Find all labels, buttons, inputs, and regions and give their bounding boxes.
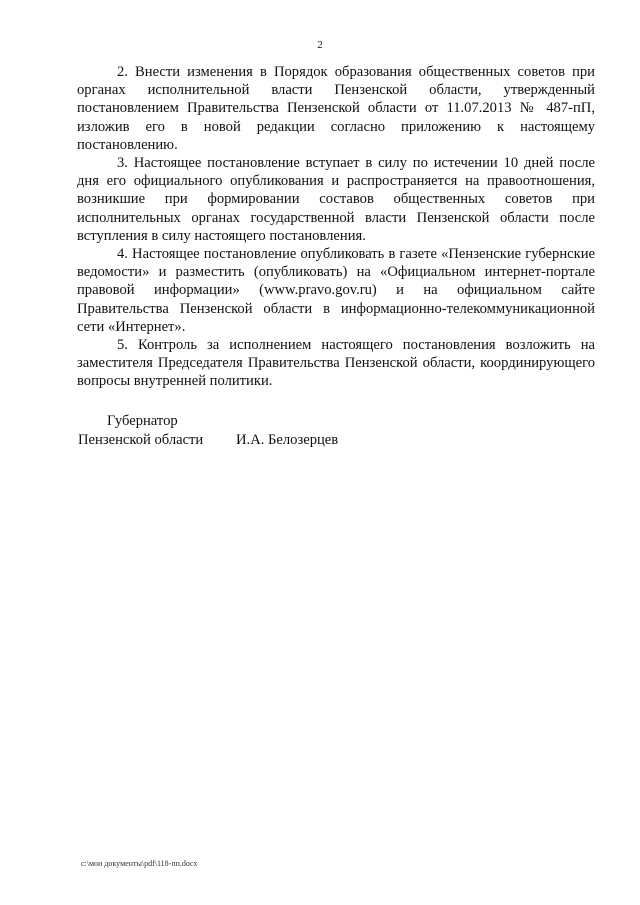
paragraph-3: 3. Настоящее постановление вступает в силу по истечении 10 дней после дня его официального опубликования и распространяется на правоотношения, возникшие при формировании составов общественных советов при исполнительных органах государственной власти Пензенской области после вступления в силу настоящего постановления. (77, 155, 595, 244)
footer-file-path: c:\мои документы\pdf\118-пп.docx (81, 859, 198, 868)
signature-block (78, 412, 478, 449)
paragraph-2: 2. Внести изменения в Порядок образования общественных советов при органах исполнительной власти Пензенской области, утвержденный постановлением Правительства Пензенской области от 11.07.2013 № 487-пП, изложив его в новой редакции согласно приложению к настоящему постановлению. (77, 64, 595, 153)
signatory-row (78, 431, 478, 450)
signatory-region: Пензенской области (78, 431, 204, 448)
document-body (77, 63, 595, 391)
paragraph-5: 5. Контроль за исполнением настоящего постановления возложить на заместителя Председателя Правительства Пензенской области, координирующего вопросы внутренней политики. (77, 337, 595, 390)
signatory-name: И.А. Белозерцев (236, 431, 339, 448)
signatory-title: Губернатор (107, 413, 178, 429)
paragraph-4: 4. Настоящее постановление опубликовать в газете «Пензенские губернские ведомости» и разместить (опубликовать) на «Официальном интернет-портале правовой информации» (www.pravo.gov.ru) и на официальном сайте Правительства Пензенской области в информационно-телекоммуникационной сети «Интернет». (77, 246, 595, 335)
page-number: 2 (317, 39, 323, 51)
